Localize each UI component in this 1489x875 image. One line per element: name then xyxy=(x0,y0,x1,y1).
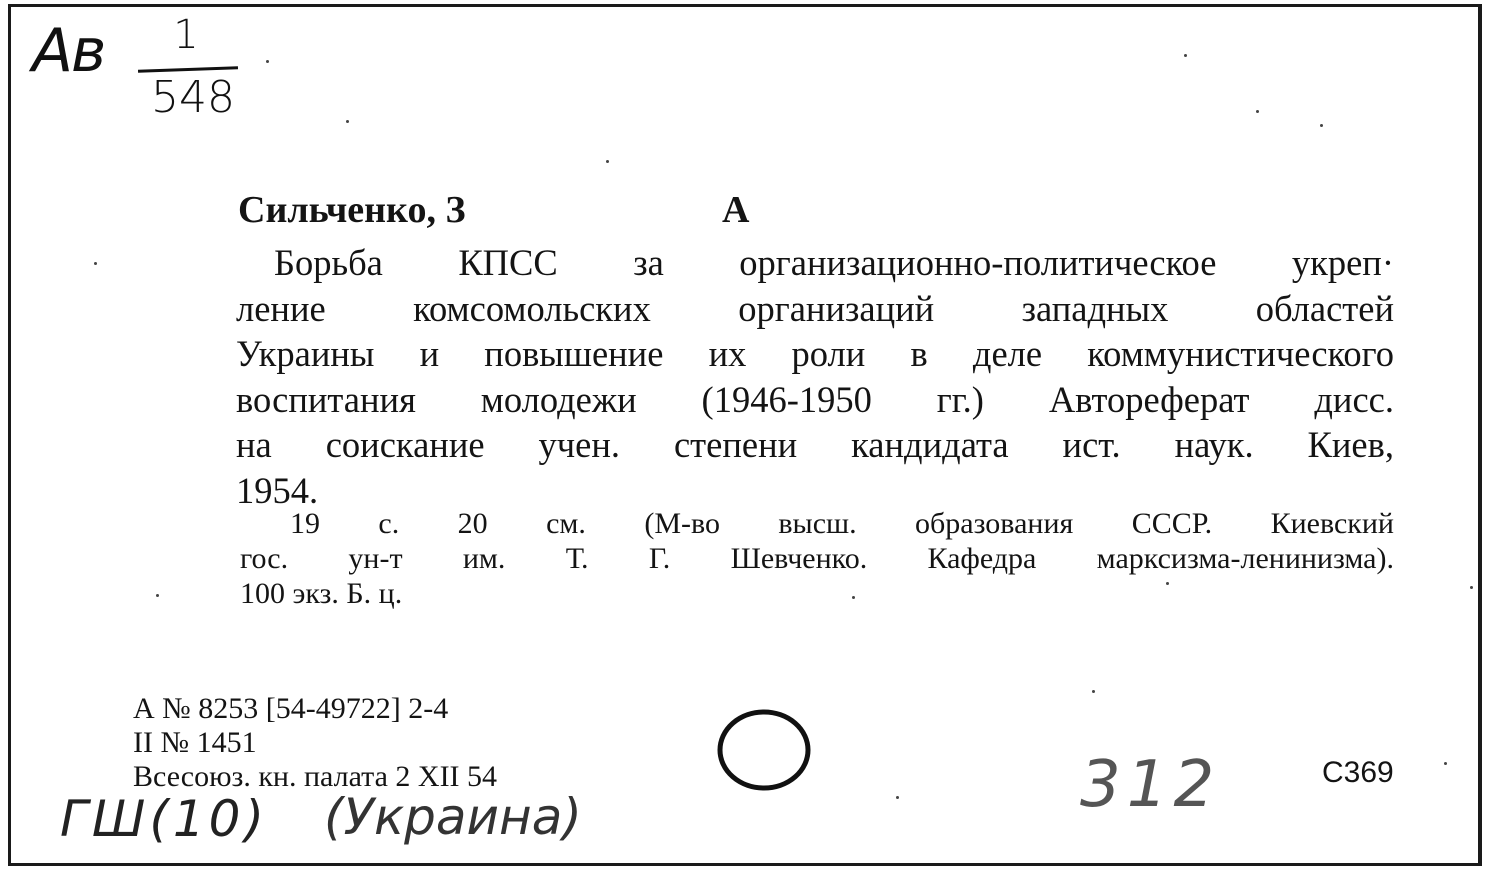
speck xyxy=(94,262,97,265)
handwritten-subject-region: (Украина) xyxy=(324,788,582,846)
description-line: гос. ун-т им. Т. Г. Шевченко. Кафедра марксизма-ленинизма). xyxy=(240,542,1394,575)
shelf-mark-numerator: 1 xyxy=(173,12,199,58)
speck xyxy=(156,594,159,597)
title-line: на соискание учен. степени кандидата ист. наук. Киев, xyxy=(236,424,1394,465)
speck xyxy=(1320,124,1323,127)
description-block xyxy=(240,506,1394,611)
speck xyxy=(606,160,609,163)
registration-line: II № 1451 xyxy=(133,726,257,759)
speck xyxy=(1444,762,1447,765)
registration-line: Всесоюз. кн. палата 2 XII 54 xyxy=(133,760,498,793)
description-line: 19 с. 20 см. (М-во высш. образования СССР. Киевский xyxy=(290,507,1394,540)
title-line: Украины и повышение их роли в деле коммунистического xyxy=(236,333,1394,374)
registration-block xyxy=(133,692,497,794)
description-line: 100 экз. Б. ц. xyxy=(240,577,403,610)
handwritten-subject-code: ГШ(10) xyxy=(60,790,268,848)
title-line: Борьба КПСС за организационно-политическое укреп· xyxy=(274,242,1394,283)
shelf-mark xyxy=(26,6,236,126)
speck xyxy=(346,120,349,123)
title-block xyxy=(236,240,1394,513)
shelf-mark-prefix: Ав xyxy=(32,16,105,86)
speck xyxy=(1184,54,1187,57)
speck xyxy=(896,796,899,799)
author-name: Сильченко, З xyxy=(238,189,466,231)
handwritten-number: 312 xyxy=(1080,748,1221,822)
speck xyxy=(1166,582,1169,585)
speck xyxy=(1256,110,1259,113)
speck xyxy=(852,596,855,599)
title-line: ление комсомольских организаций западных областей xyxy=(236,287,1394,329)
shelf-mark-denominator: 548 xyxy=(151,72,235,123)
speck xyxy=(1470,586,1473,589)
speck xyxy=(266,60,269,63)
title-line: 1954. xyxy=(236,469,319,511)
circle-stamp-icon xyxy=(716,708,812,792)
author-initial: А xyxy=(722,189,750,231)
title-line: воспитания молодежи (1946-1950 гг.) Автореферат дисс. xyxy=(236,378,1394,420)
speck xyxy=(1092,690,1095,693)
registration-line: А № 8253 [54-49722] 2-4 xyxy=(133,692,449,725)
catalog-code: С369 xyxy=(1322,756,1394,789)
